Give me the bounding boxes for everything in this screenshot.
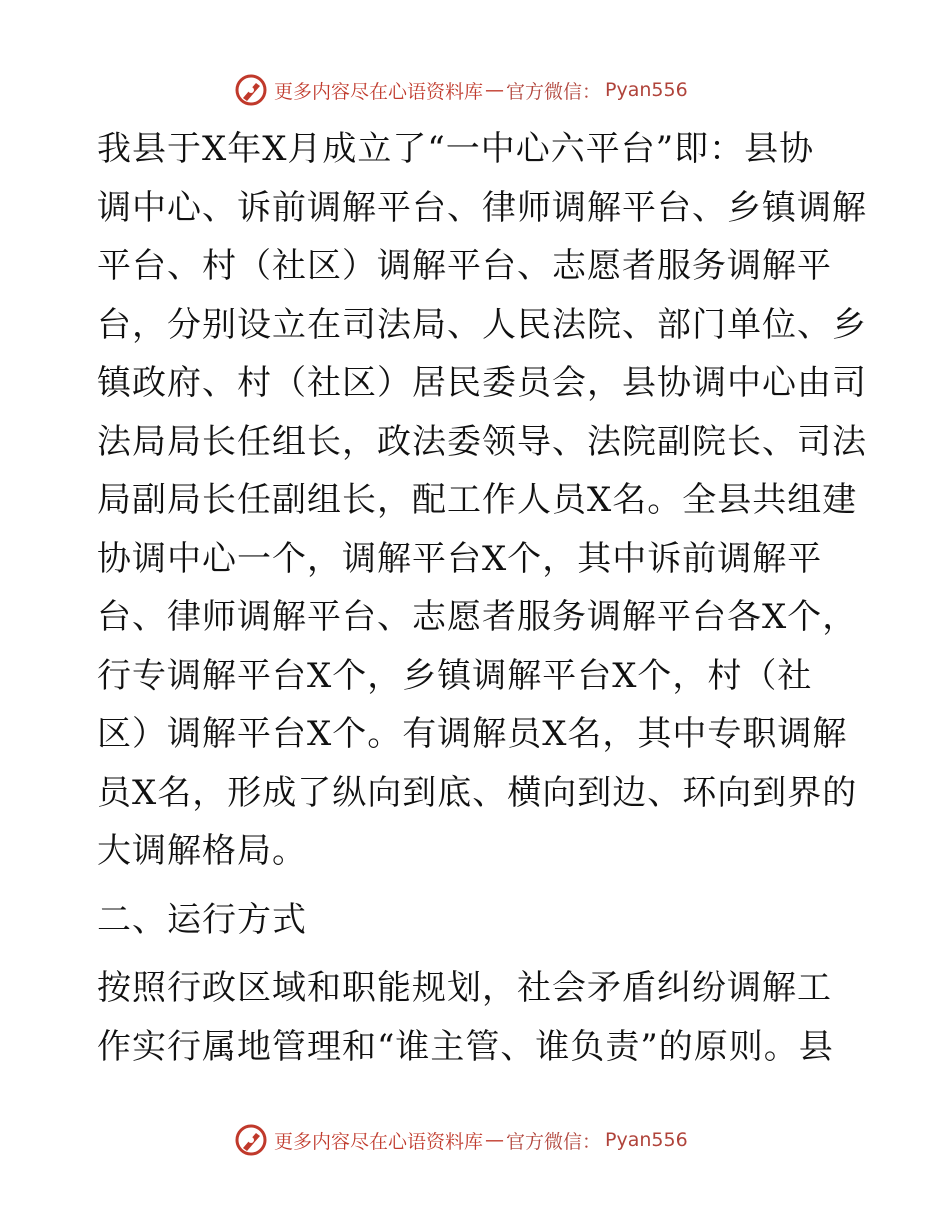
watermark-sub-text: 官方微信：	[506, 1130, 602, 1153]
text-line: 镇政府、村（社区）居民委员会，县协调中心由司	[97, 363, 867, 403]
pen-logo-icon	[234, 73, 268, 107]
watermark-dash: —	[485, 1129, 505, 1151]
text-line: 平台、村（社区）调解平台、志愿者服务调解平	[97, 246, 832, 286]
watermark-wechat-id: Pyan556	[605, 1129, 688, 1151]
text-line: 行专调解平台X个，乡镇调解平台X个，村（社	[97, 655, 813, 696]
text-line: 作实行属地管理和“谁主管、谁负责”的原则。县	[97, 1026, 834, 1067]
text-line: 调中心、诉前调解平台、律师调解平台、乡镇调解	[97, 187, 867, 228]
text-line: 按照行政区域和职能规划，社会矛盾纠纷调解工	[97, 968, 832, 1008]
text-line: 我县于X年X月成立了“一中心六平台”即：县协	[97, 129, 815, 169]
document-body	[97, 120, 877, 1076]
text-line: 区）调解平台X个。有调解员X名，其中专职调解	[97, 714, 848, 754]
watermark-wechat-id: Pyan556	[605, 79, 688, 101]
text-line: 台，分别设立在司法局、人民法院、部门单位、乡	[97, 304, 867, 345]
text-line: 台、律师调解平台、志愿者服务调解平台各X个，	[97, 597, 858, 637]
heading-text: 二、运行方式	[97, 899, 307, 940]
watermark-main-text: 更多内容尽在心语资料库	[274, 80, 484, 103]
paragraph-operation	[97, 959, 877, 1076]
watermark-header	[234, 70, 688, 110]
paragraph-org-structure	[97, 120, 877, 881]
text-line: 协调中心一个，调解平台X个，其中诉前调解平	[97, 538, 823, 579]
text-line: 员X名，形成了纵向到底、横向到边、环向到界的	[97, 772, 858, 813]
pen-logo-icon	[234, 1123, 268, 1157]
watermark-dash: —	[485, 79, 505, 101]
section-heading	[97, 891, 877, 950]
text-line: 局副局长任副组长，配工作人员X名。全县共组建	[97, 480, 858, 520]
text-line: 大调解格局。	[97, 831, 307, 871]
watermark-sub-text: 官方微信：	[506, 80, 602, 103]
watermark-footer	[234, 1120, 688, 1160]
text-line: 法局局长任组长，政法委领导、法院副院长、司法	[97, 421, 867, 462]
watermark-main-text: 更多内容尽在心语资料库	[274, 1130, 484, 1153]
